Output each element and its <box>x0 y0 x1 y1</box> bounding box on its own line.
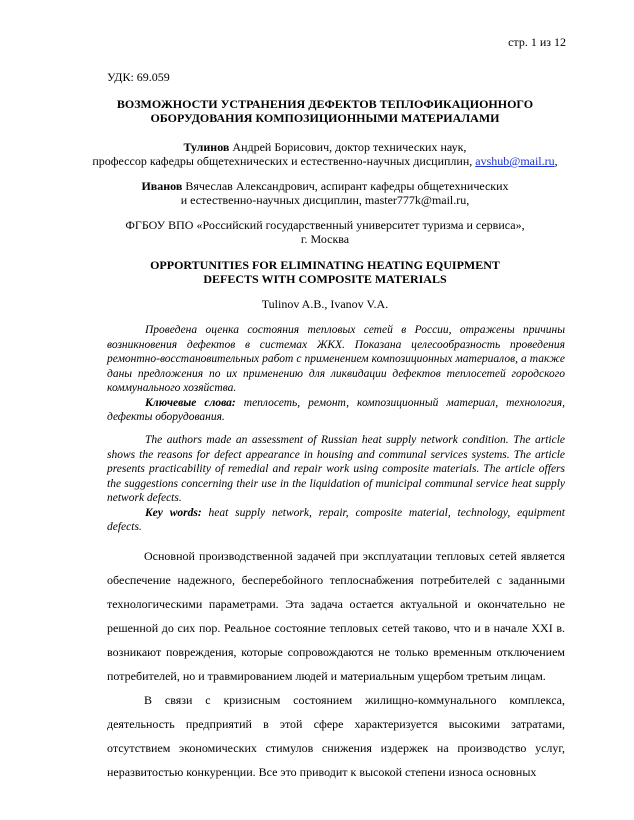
udk-code: УДК: 69.059 <box>107 70 170 84</box>
body-paragraph-2: В связи с кризисным состоянием жилищно-коммунального комплекса, деятельность предприятий в этой сфере характеризуется высокими затратами, отсутствием экономических стимулов снижения издержек на производство услуг, неразвитостью конкуренции. Все это приводит к высокой степени износа основных <box>107 693 565 779</box>
author2-surname: Иванов <box>141 179 183 193</box>
keywords-en-label: Key words: <box>145 506 202 519</box>
title-ru-line2: ОБОРУДОВАНИЯ КОМПОЗИЦИОННЫМИ МАТЕРИАЛАМИ <box>150 111 500 125</box>
keywords-ru <box>107 396 565 425</box>
title-ru <box>90 97 560 125</box>
author1-email-link[interactable]: avshub@mail.ru <box>475 154 555 168</box>
keywords-ru-label: Ключевые слова: <box>145 396 236 409</box>
authors-en: Tulinov A.B., Ivanov V.A. <box>261 297 389 311</box>
abstract-ru-block <box>107 323 565 425</box>
title-en <box>90 258 560 286</box>
author2-details: Вячеслав Александрович, аспирант кафедры общетехнических <box>182 179 509 193</box>
title-ru-line1: ВОЗМОЖНОСТИ УСТРАНЕНИЯ ДЕФЕКТОВ ТЕПЛОФИКАЦИОННОГО <box>116 97 534 111</box>
author1-details: Андрей Борисович, доктор технических наук, <box>229 140 467 154</box>
keywords-ru-text: теплосеть, ремонт, композиционный материал, технология, дефекты оборудования. <box>107 396 565 423</box>
page-number: стр. 1 из 12 <box>508 35 566 49</box>
abstract-en: The authors made an assessment of Russian heat supply network condition. The article shows the reasons for defect appearance in housing and communal services systems. The article presents practicability of remedial and repair work using composite materials. The article offers the suggestions concerning their use in the liquidation of municipal communal service heat supply network defects. <box>107 434 565 504</box>
abstract-en-block <box>107 433 565 535</box>
affiliation-line2: г. Москва <box>300 232 350 246</box>
author2-block <box>90 179 560 207</box>
author2-dept: и естественно-научных дисциплин, master777k@mail.ru, <box>180 193 470 207</box>
keywords-en-text: heat supply network, repair, composite material, technology, equipment defects. <box>107 506 565 533</box>
author1-block <box>80 140 570 168</box>
author1-comma: , <box>554 154 558 168</box>
affiliation-line1: ФГБОУ ВПО «Российский государственный университет туризма и сервиса», <box>125 218 525 232</box>
author1-surname: Тулинов <box>183 140 230 154</box>
title-en-line1: OPPORTUNITIES FOR ELIMINATING HEATING EQUIPMENT <box>150 258 500 272</box>
body-text <box>107 544 565 784</box>
keywords-en <box>107 506 565 535</box>
abstract-ru: Проведена оценка состояния тепловых сетей в России, отражены причины возникновения дефектов в системах ЖКХ. Показана целесообразность проведения ремонтно-восстановительных работ с применением композиционных материалов, а также даны предложения по их применению для ликвидации дефектов теплосетей городского коммунального хозяйства. <box>107 324 565 394</box>
author1-dept: профессор кафедры общетехнических и естественно-научных дисциплин, <box>92 154 476 168</box>
body-paragraph-1: Основной производственной задачей при эксплуатации тепловых сетей является обеспечение надежного, бесперебойного теплоснабжения потребителей с заданными технологическими параметрами. Эта задача остается актуальной и окончательно не решенной до сих пор. Реальное состояние тепловых сетей таково, что и в начале XXI в. возникают повреждения, которые сопровождаются не только временным отключением потребителей, но и травмированием людей и материальным ущербом третьим лицам. <box>107 549 565 683</box>
title-en-line2: DEFECTS WITH COMPOSITE MATERIALS <box>203 272 447 286</box>
affiliation <box>80 218 570 246</box>
